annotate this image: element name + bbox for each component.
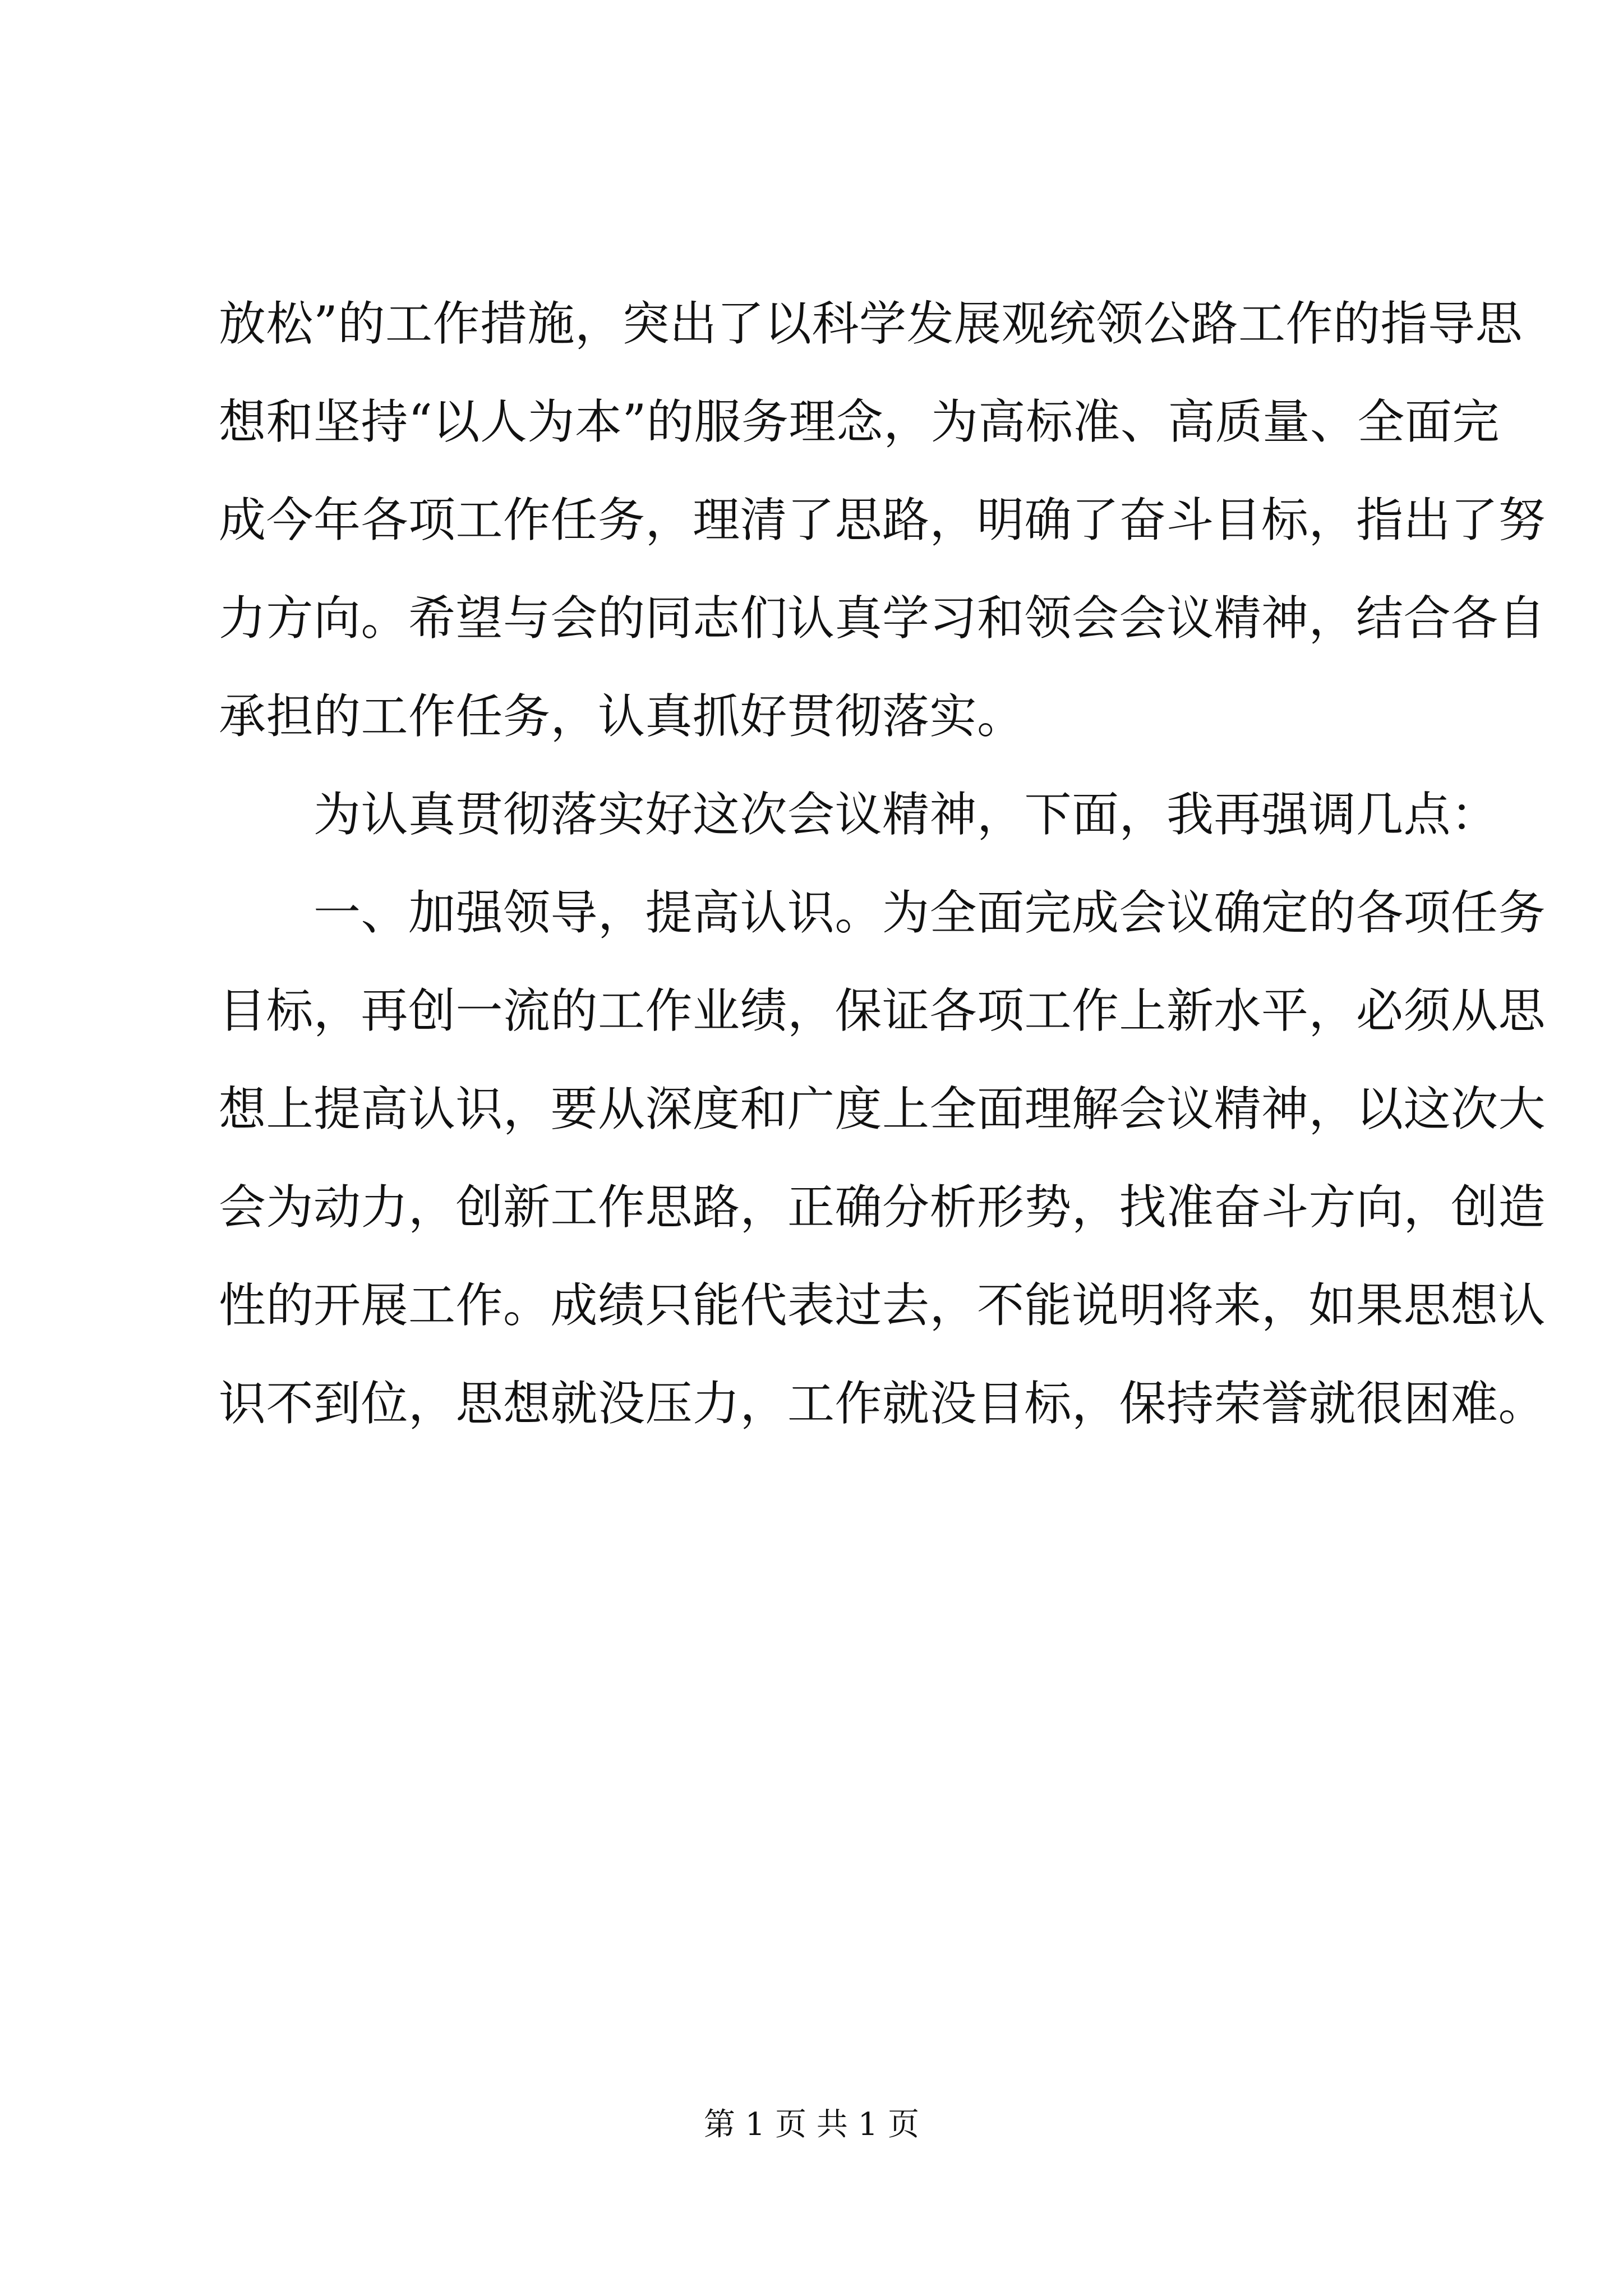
body-line-10: 会为动力，创新工作思路，正确分析形势，找准奋斗方向，创造 [219,1180,1546,1235]
page-number-footer: 第 1 页 共 1 页 [703,2106,920,2143]
body-line-1: 放松”的工作措施，突出了以科学发展观统领公路工作的指导思 [219,296,1523,351]
body-line-7: 一、加强领导，提高认识。为全面完成会议确定的各项任务 [219,885,1546,940]
body-line-6: 为认真贯彻落实好这次会议精神，下面，我再强调几点： [219,787,1498,842]
body-line-8: 目标，再创一流的工作业绩，保证各项工作上新水平，必须从思 [219,983,1546,1038]
body-line-2: 想和坚持“以人为本”的服务理念，为高标准、高质量、全面完 [219,394,1500,449]
body-line-4: 力方向。希望与会的同志们认真学习和领会会议精神，结合各自 [219,591,1546,646]
body-line-5: 承担的工作任务，认真抓好贯彻落实。 [219,689,1025,744]
body-line-3: 成今年各项工作任务，理清了思路，明确了奋斗目标，指出了努 [219,493,1546,547]
body-line-11: 性的开展工作。成绩只能代表过去，不能说明将来，如果思想认 [219,1278,1546,1333]
body-line-9: 想上提高认识，要从深度和广度上全面理解会议精神，以这次大 [219,1082,1546,1137]
document-body [219,275,1546,1453]
body-line-12: 识不到位，思想就没压力，工作就没目标，保持荣誉就很困难。 [219,1376,1546,1431]
